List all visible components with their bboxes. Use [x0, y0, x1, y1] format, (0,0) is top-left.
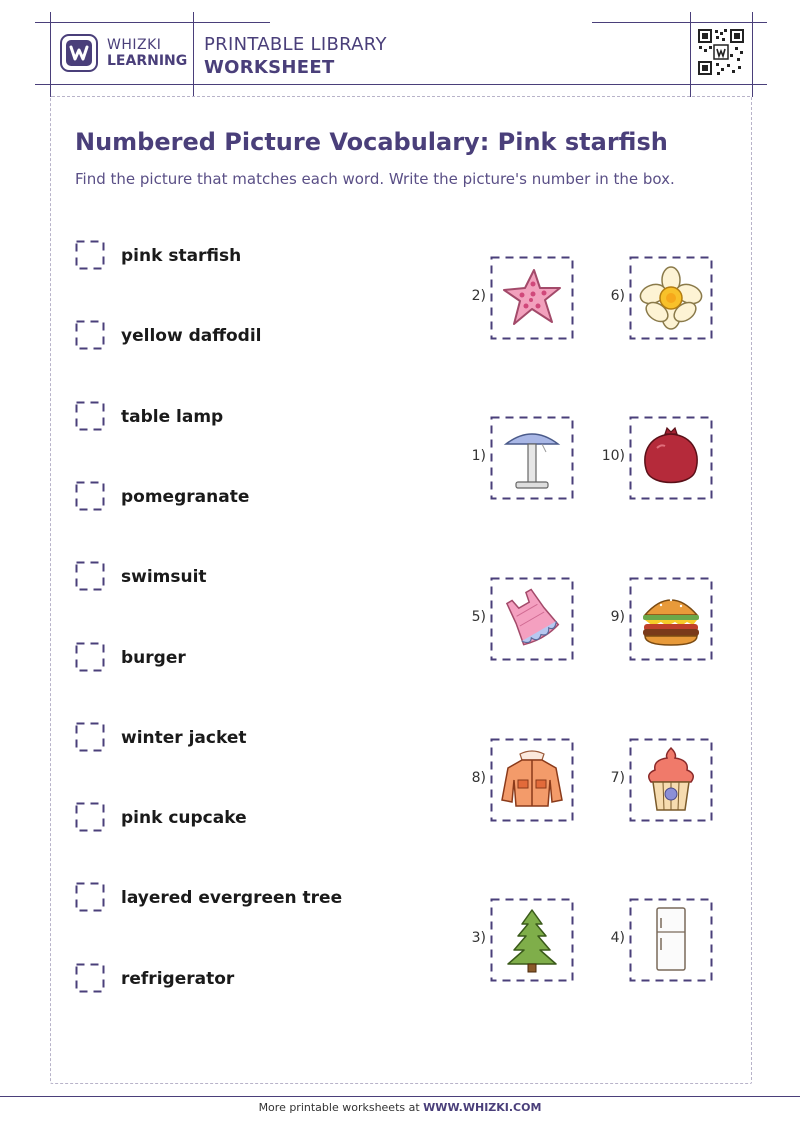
picture-number: 8): [471, 770, 486, 786]
picture-number: 2): [471, 288, 486, 304]
brand-name-bottom: LEARNING: [107, 53, 188, 69]
logo-w-icon: [66, 40, 92, 66]
vocabulary-word: pink cupcake: [121, 808, 247, 829]
answer-box[interactable]: [75, 320, 105, 350]
picture-item: [434, 256, 574, 340]
picture-number: 4): [610, 930, 625, 946]
answer-box[interactable]: [75, 882, 105, 912]
footer-prefix: More printable worksheets at: [258, 1101, 424, 1114]
library-label: PRINTABLE LIBRARY: [204, 34, 387, 55]
burger-icon: [637, 585, 705, 653]
picture-number: 10): [601, 448, 625, 464]
picture-item: [573, 738, 713, 822]
vocabulary-word: pomegranate: [121, 486, 250, 507]
vocabulary-word: burger: [121, 647, 186, 668]
vocabulary-word: swimsuit: [121, 567, 207, 588]
picture-box: [490, 416, 574, 500]
pomegranate-icon: [637, 424, 705, 492]
picture-item: [434, 416, 574, 500]
picture-item: [434, 898, 574, 982]
picture-number: 6): [610, 288, 625, 304]
qr-code-icon: [697, 28, 745, 76]
picture-item: [573, 416, 713, 500]
picture-number: 5): [471, 609, 486, 625]
header-divider-far-right: [752, 12, 753, 97]
worksheet-instructions: Find the picture that matches each word. Write the picture's number in the box.: [75, 170, 675, 188]
picture-item: [573, 898, 713, 982]
word-row: [75, 882, 375, 914]
header-bottom-rule: [35, 84, 767, 85]
word-row: [75, 642, 375, 674]
picture-box: [629, 577, 713, 661]
vocabulary-word: layered evergreen tree: [121, 888, 343, 909]
picture-item: [573, 577, 713, 661]
answer-box[interactable]: [75, 401, 105, 431]
answer-box[interactable]: [75, 722, 105, 752]
vocabulary-word: table lamp: [121, 406, 224, 427]
picture-box: [490, 898, 574, 982]
picture-number: 9): [610, 609, 625, 625]
word-row: [75, 722, 375, 754]
answer-box[interactable]: [75, 802, 105, 832]
answer-box[interactable]: [75, 481, 105, 511]
picture-box: [629, 256, 713, 340]
evergreen-tree-icon: [498, 906, 566, 974]
footer-site-link[interactable]: WWW.WHIZKI.COM: [423, 1101, 542, 1114]
header-divider-mid: [193, 12, 194, 97]
footer-rule: [0, 1096, 800, 1097]
vocabulary-word: pink starfish: [121, 246, 242, 266]
picture-box: [490, 256, 574, 340]
picture-box: [490, 738, 574, 822]
answer-box[interactable]: [75, 963, 105, 993]
word-row: [75, 802, 375, 834]
header-top-rule-right: [592, 22, 767, 23]
word-row: [75, 561, 375, 593]
word-row: [75, 481, 375, 513]
picture-box: [490, 577, 574, 661]
header-divider-right: [690, 12, 691, 97]
worksheet-title: Numbered Picture Vocabulary: Pink starfish: [75, 128, 668, 156]
picture-box: [629, 738, 713, 822]
vocabulary-word: refrigerator: [121, 968, 235, 989]
cupcake-icon: [637, 746, 705, 814]
picture-number: 1): [471, 448, 486, 464]
starfish-icon: [498, 264, 566, 332]
header-divider-left: [50, 12, 51, 97]
whizki-logo: [60, 34, 98, 72]
picture-item: [434, 738, 574, 822]
daffodil-icon: [637, 264, 705, 332]
word-row: [75, 240, 375, 272]
brand-name-top: WHIZKI: [107, 37, 162, 53]
answer-box[interactable]: [75, 240, 105, 270]
picture-item: [573, 256, 713, 340]
answer-box[interactable]: [75, 642, 105, 672]
table-lamp-icon: [498, 424, 566, 492]
picture-number: 3): [471, 930, 486, 946]
picture-item: [434, 577, 574, 661]
word-row: [75, 963, 375, 995]
picture-box: [629, 416, 713, 500]
footer-text: [0, 1101, 800, 1114]
swimsuit-icon: [498, 585, 566, 653]
word-row: [75, 401, 375, 433]
vocabulary-word: yellow daffodil: [121, 326, 262, 347]
winter-jacket-icon: [498, 746, 566, 814]
answer-box[interactable]: [75, 561, 105, 591]
worksheet-label: WORKSHEET: [204, 57, 335, 78]
word-row: [75, 320, 375, 352]
header-top-rule-left: [35, 22, 270, 23]
vocabulary-word: winter jacket: [121, 727, 247, 748]
picture-number: 7): [610, 770, 625, 786]
refrigerator-icon: [637, 906, 705, 974]
picture-box: [629, 898, 713, 982]
